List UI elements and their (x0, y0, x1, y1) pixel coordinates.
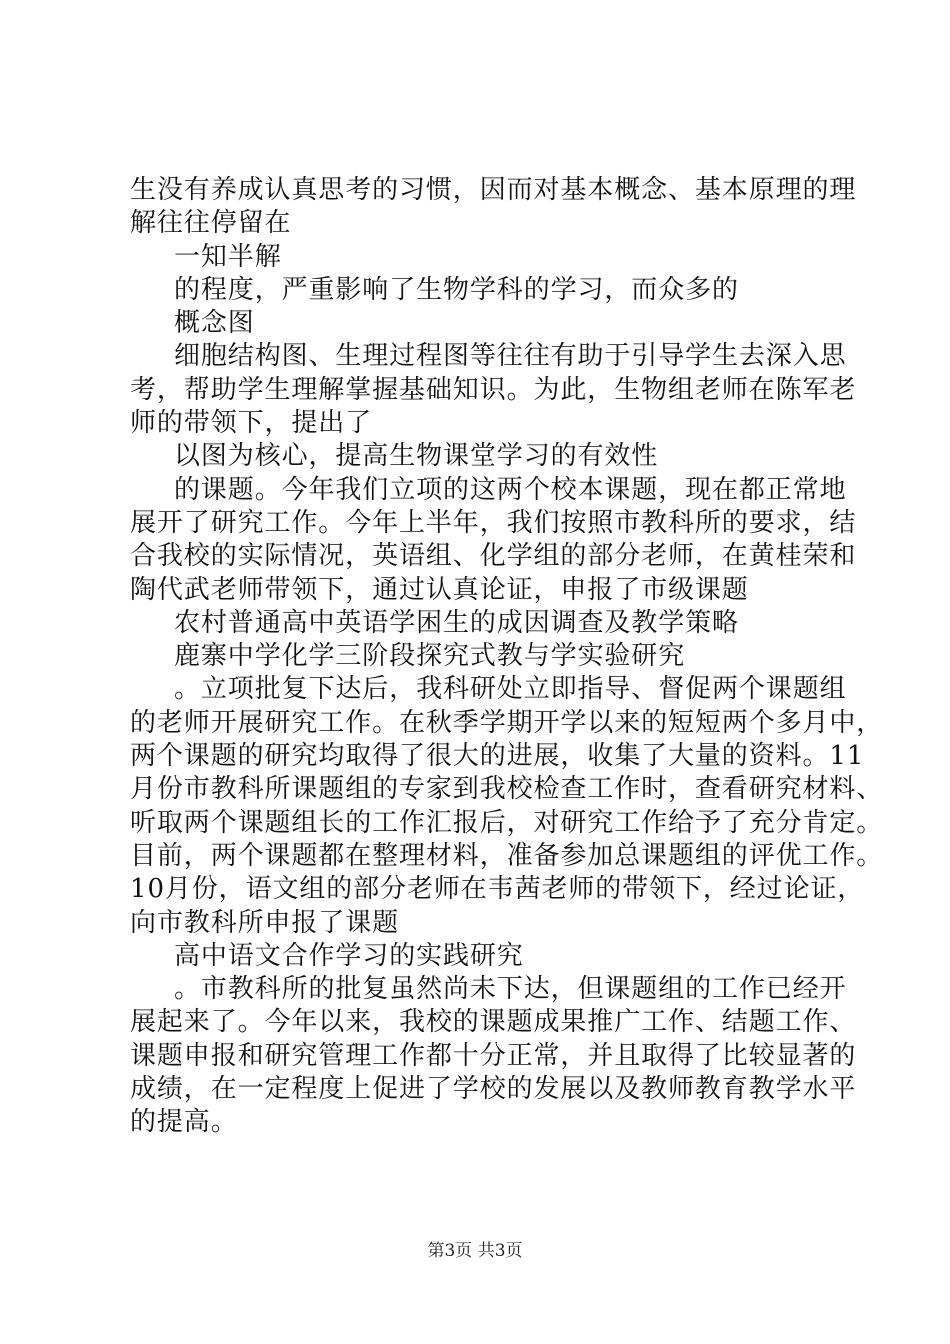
text-line: 的老师开展研究工作。在秋季学期开学以来的短短两个多月中， (130, 707, 884, 738)
text-line: 听取两个课题组长的工作汇报后，对研究工作给予了充分肯定。 (130, 807, 884, 838)
text-line: 合我校的实际情况，英语组、化学组的部分老师，在黄桂荣和 (130, 541, 857, 572)
text-line: 的程度，严重影响了生物学科的学习，而众多的 (174, 274, 739, 305)
text-line: 师的带领下，提出了 (130, 408, 373, 439)
text-line: 解往往停留在 (130, 208, 292, 239)
text-line: 高中语文合作学习的实践研究 (174, 940, 524, 971)
text-line: 的课题。今年我们立项的这两个校本课题，现在都正常地 (174, 474, 847, 505)
text-line: 陶代武老师带领下，通过认真论证，申报了市级课题 (130, 574, 749, 605)
text-line: 以图为核心，提高生物课堂学习的有效性 (174, 441, 659, 472)
text-line: 向市教科所申报了课题 (130, 907, 400, 938)
text-line: 。市教科所的批复虽然尚未下达，但课题组的工作已经开 (174, 974, 847, 1005)
text-line: 月份市教科所课题组的专家到我校检查工作时，查看研究材料、 (130, 774, 884, 805)
text-line: 农村普通高中英语学困生的成因调查及教学策略 (174, 607, 739, 638)
text-line: 一知半解 (174, 241, 282, 272)
text-line: 展开了研究工作。今年上半年，我们按照市教科所的要求，结 (130, 507, 857, 538)
text-line: 概念图 (174, 308, 255, 339)
text-line: 细胞结构图、生理过程图等往往有助于引导学生去深入思 (174, 341, 847, 372)
text-line: 的提高。 (130, 1107, 238, 1138)
text-line: 鹿寨中学化学三阶段探究式教与学实验研究 (174, 641, 686, 672)
text-line: 考，帮助学生理解掌握基础知识。为此，生物组老师在陈军老 (130, 374, 857, 405)
text-line: 目前，两个课题都在整理材料，准备参加总课题组的评优工作。 (130, 840, 884, 871)
text-line: 10月份，语文组的部分老师在韦茜老师的带领下，经过论证， (130, 874, 865, 905)
page-footer: 第3页 共3页 (427, 1241, 523, 1261)
text-line: 展起来了。今年以来，我校的课题成果推广工作、结题工作、 (130, 1007, 857, 1038)
text-line: 成绩，在一定程度上促进了学校的发展以及教师教育教学水平 (130, 1074, 857, 1105)
document-body (130, 174, 884, 1140)
text-line: 课题申报和研究管理工作都十分正常，并且取得了比较显著的 (130, 1040, 857, 1071)
text-line: 。立项批复下达后，我科研处立即指导、督促两个课题组 (174, 674, 847, 705)
text-line: 生没有养成认真思考的习惯，因而对基本概念、基本原理的理 (130, 175, 857, 205)
text-line: 两个课题的研究均取得了很大的进展，收集了大量的资料。11 (130, 741, 865, 772)
